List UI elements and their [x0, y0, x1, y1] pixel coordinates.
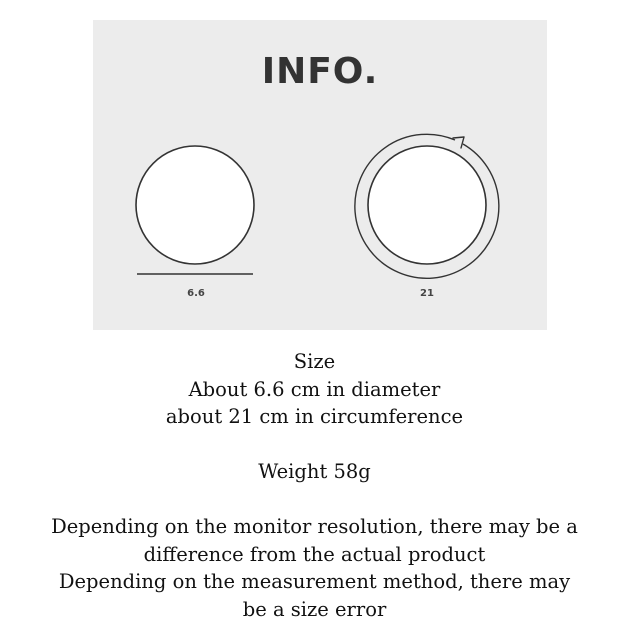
product-description: [0, 348, 629, 623]
spacer: [0, 431, 629, 459]
spacer: [0, 486, 629, 514]
diameter-label: 6.6: [187, 288, 205, 299]
info-title: INFO.: [261, 51, 379, 92]
diameter-diagram: [136, 146, 254, 274]
weight-text: Weight 58g: [258, 460, 371, 483]
resolution-notice-line-1: Depending on the monitor resolution, there may be a: [51, 515, 578, 538]
circumference-text: about 21 cm in circumference: [165, 405, 464, 428]
diameter-circle: [136, 146, 254, 264]
measurement-notice-line-2: be a size error: [242, 597, 387, 621]
measurement-notice-line-1: Depending on the measurement method, there may: [58, 570, 571, 593]
circumference-label: 21: [420, 288, 434, 299]
size-heading: Size: [293, 350, 336, 373]
circumference-circle: [368, 146, 486, 264]
diameter-text: About 6.6 cm in diameter: [188, 377, 441, 401]
circumference-diagram: [355, 134, 499, 278]
info-card: [93, 20, 547, 330]
circumference-arrow-head: [453, 137, 464, 148]
resolution-notice-line-2: difference from the actual product: [143, 542, 486, 566]
size-diagram: [93, 20, 547, 330]
